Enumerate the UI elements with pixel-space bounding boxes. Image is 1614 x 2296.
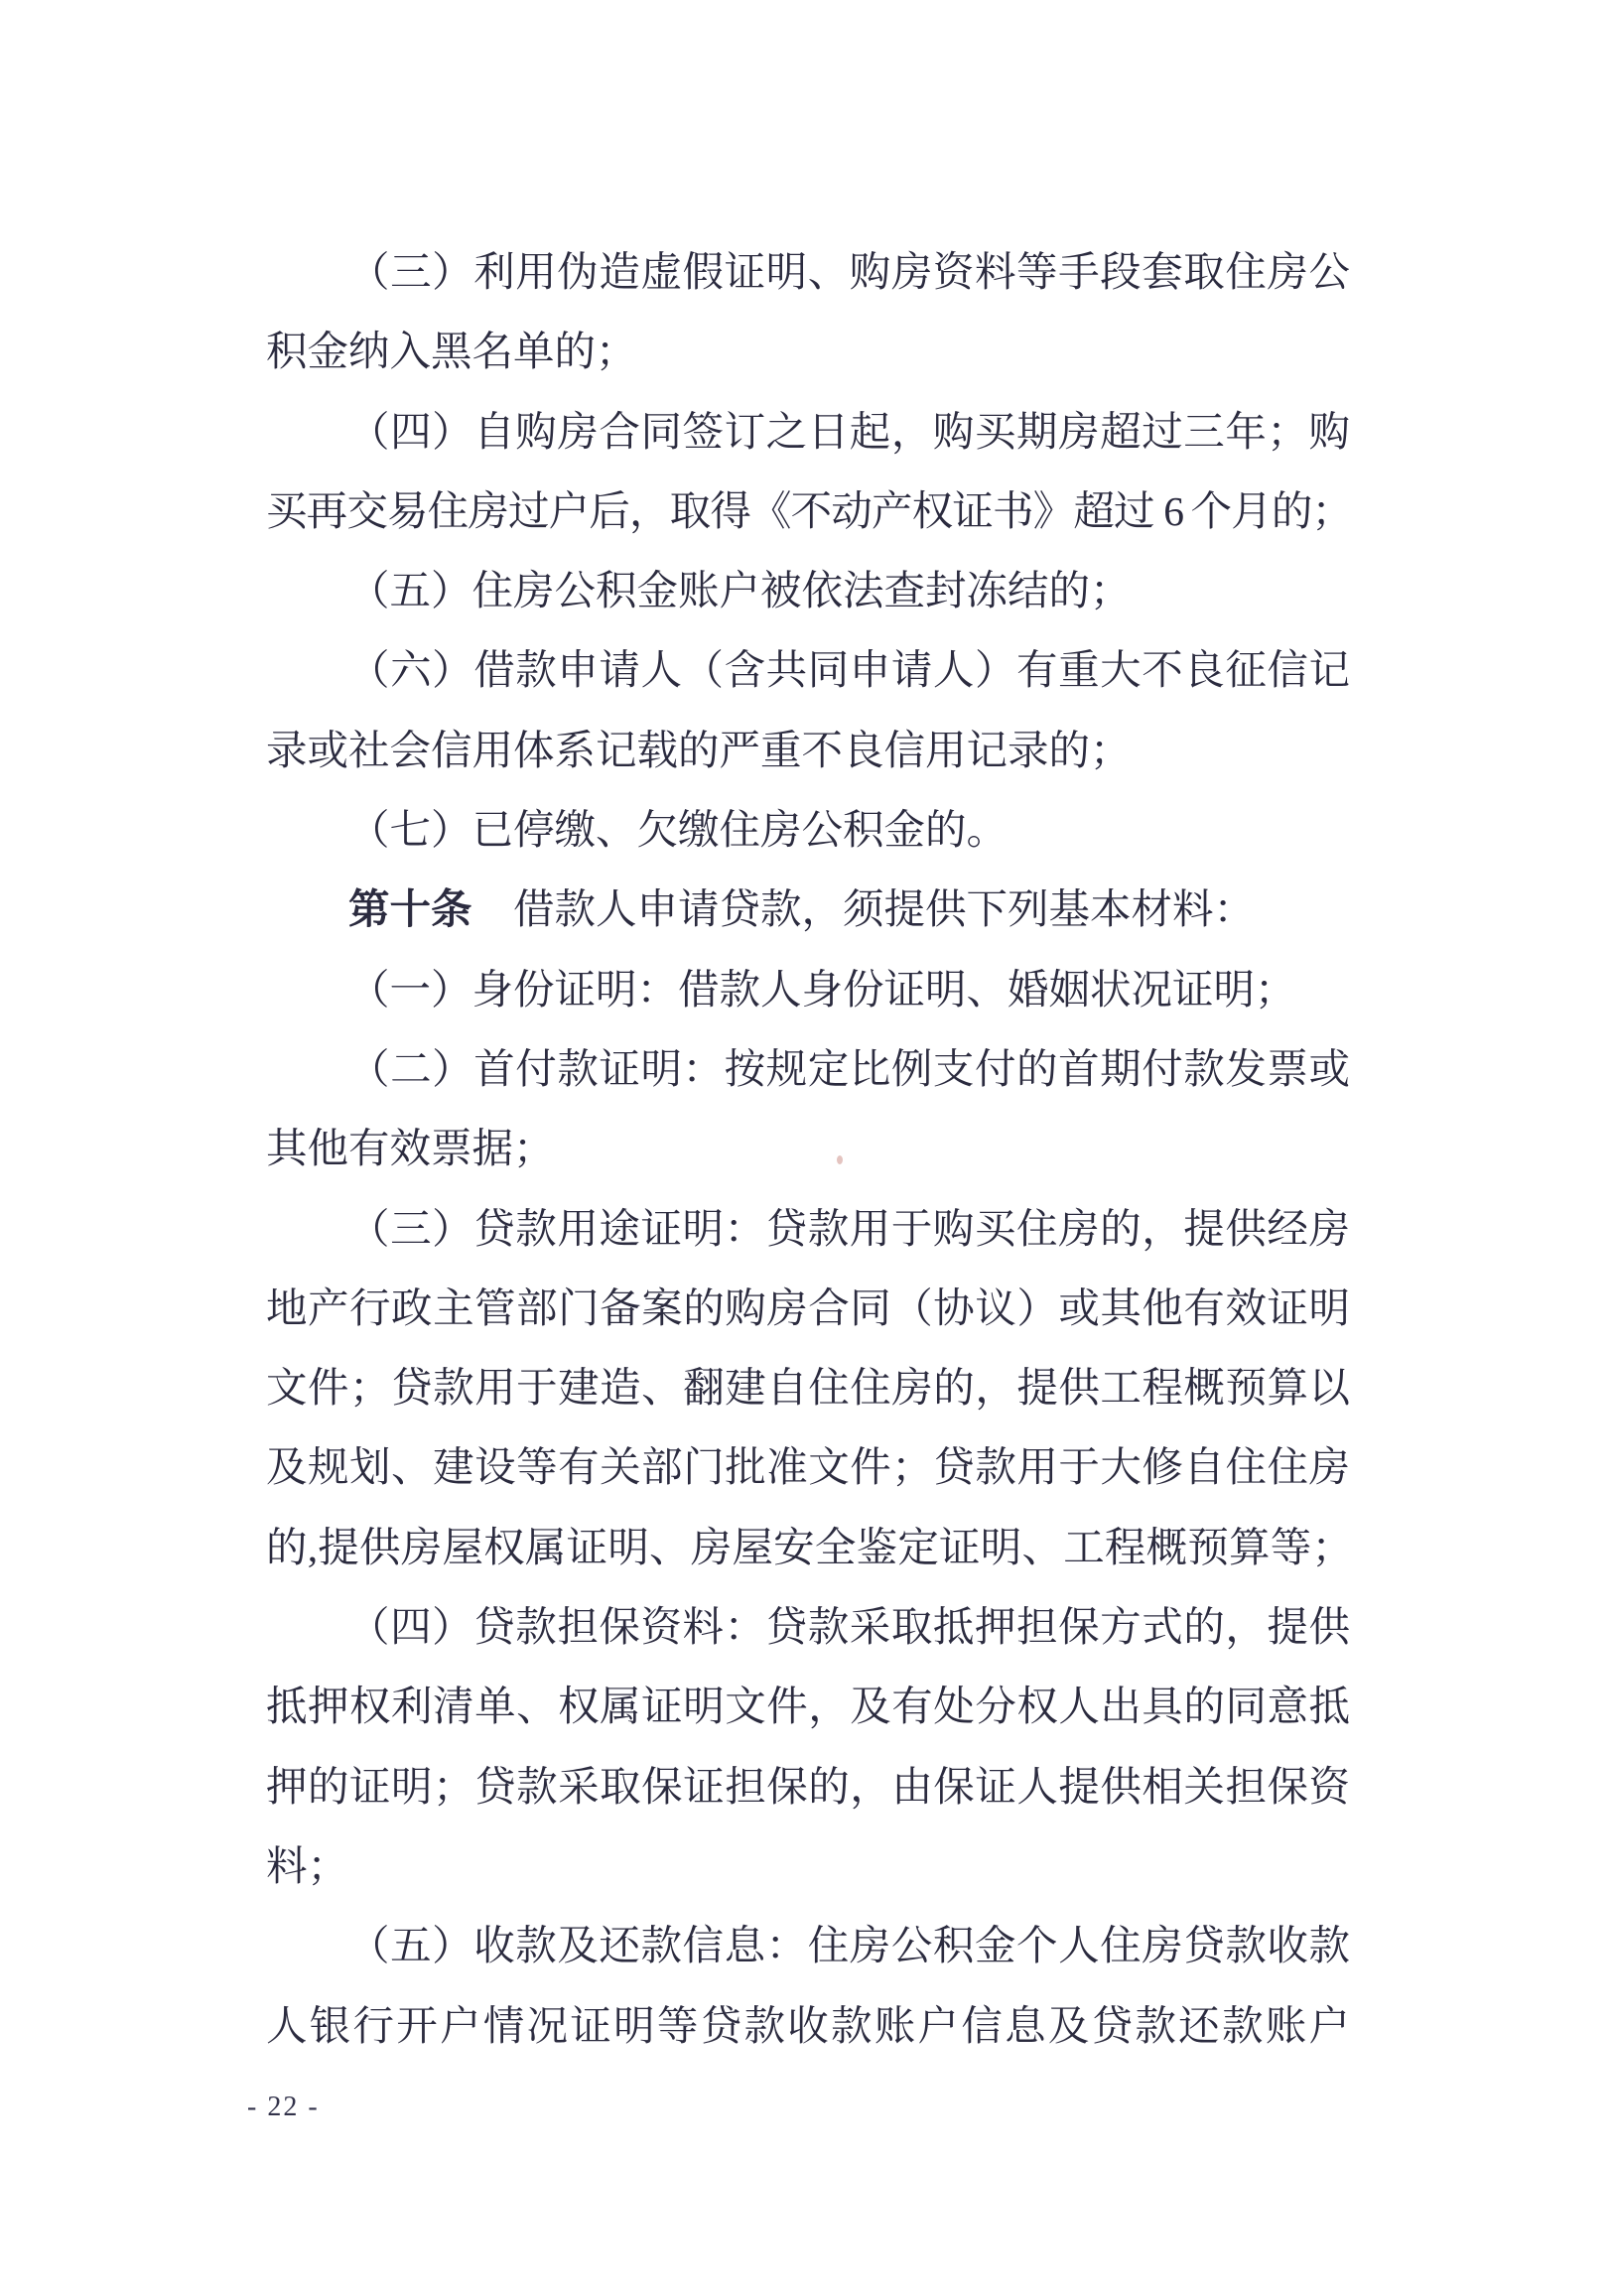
document-line: 录或社会信用体系记载的严重不良信用记录的； [266, 727, 1132, 773]
article-heading-text: 借款人申请贷款，须提供下列基本材料： [513, 886, 1256, 933]
document-line: 人银行开户情况证明等贷款收款账户信息及贷款还款账户 [266, 2002, 1350, 2049]
document-line: （二）首付款证明：按规定比例支付的首期付款发票或 [348, 1045, 1350, 1092]
document-line: 及规划、建设等有关部门批准文件；贷款用于大修自住住房 [266, 1444, 1350, 1491]
document-line: 押的证明；贷款采取保证担保的，由保证人提供相关担保资 [266, 1763, 1350, 1810]
document-body [266, 232, 1350, 2066]
document-line: （五）收款及还款信息：住房公积金个人住房贷款收款 [348, 1923, 1350, 1969]
document-line: （一）身份证明：借款人身份证明、婚姻状况证明； [348, 966, 1296, 1013]
document-line: 其他有效票据； [266, 1126, 555, 1172]
document-line: 地产行政主管部门备案的购房合同（协议）或其他有效证明 [266, 1284, 1350, 1331]
document-line: 积金纳入黑名单的； [266, 329, 637, 375]
page-number: - 22 - [247, 2092, 320, 2122]
document-line: 抵押权利清单、权属证明文件，及有处分权人出具的同意抵 [266, 1684, 1350, 1730]
document-line: 的,提供房屋权属证明、房屋安全鉴定证明、工程概预算等； [266, 1524, 1350, 1570]
document-line: 料； [266, 1842, 349, 1889]
document-line: （三）利用伪造虚假证明、购房资料等手段套取住房公 [348, 249, 1350, 295]
document-line: 文件；贷款用于建造、翻建自住住房的，提供工程概预算以 [266, 1365, 1350, 1412]
document-line: 买再交易住房过户后，取得《不动产权证书》超过 6 个月的； [266, 487, 1350, 534]
document-line-article-heading [266, 870, 1350, 949]
article-number: 第十条 [348, 886, 472, 933]
scan-speck [837, 1155, 843, 1164]
document-line: （四）自购房合同签订之日起，购买期房超过三年；购 [348, 408, 1350, 455]
document-line: （五）住房公积金账户被依法查封冻结的； [348, 568, 1132, 614]
document-line: （三）贷款用途证明：贷款用于购买住房的，提供经房 [348, 1205, 1350, 1252]
document-line: （七）已停缴、欠缴住房公积金的。 [348, 807, 1009, 854]
document-line: （六）借款申请人（含共同申请人）有重大不良征信记 [348, 647, 1350, 694]
document-line: （四）贷款担保资料：贷款采取抵押担保方式的，提供 [348, 1604, 1350, 1651]
